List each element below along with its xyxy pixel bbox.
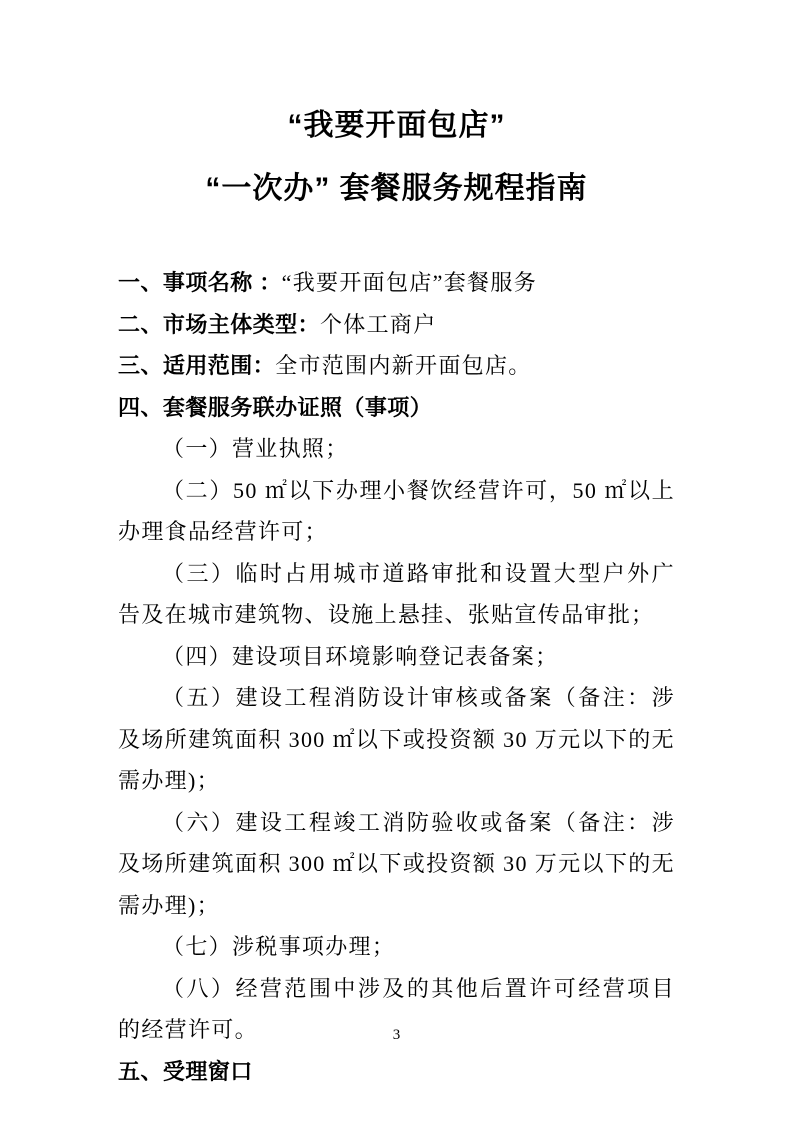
- section-heading-5: [118, 1051, 675, 1093]
- list-item-3: （三）临时占用城市道路审批和设置大型户外广告及在城市建筑物、设施上悬挂、张贴宣传品审批；: [118, 560, 675, 627]
- section-heading-1: [118, 262, 675, 304]
- document-body: [118, 262, 675, 1092]
- section-4-label: 四、套餐服务联办证照（事项）: [118, 394, 433, 420]
- title-line-1: “我要开面包店”: [287, 109, 506, 142]
- section-heading-4: [118, 387, 675, 429]
- section-1-label: 一、事项名称 ：: [118, 270, 282, 295]
- section-heading-3: [118, 345, 675, 387]
- section-1-value: “我要开面包店”套餐服务: [281, 270, 538, 295]
- section-3-value: 全市范围内新开面包店。: [275, 353, 532, 378]
- document-title: [0, 0, 793, 220]
- list-item-7: （七）涉税事项办理；: [162, 934, 396, 959]
- list-item-6: （六）建设工程竣工消防验收或备案（备注：涉及场所建筑面积 300 ㎡以下或投资额 30 万元以下的无需办理)；: [118, 809, 675, 918]
- list-item-8: （八）经营范围中涉及的其他后置许可经营项目的经营许可。: [118, 975, 675, 1042]
- section-5-label: 五、受理窗口: [118, 1058, 253, 1084]
- section-2-value: 个体工商户: [319, 311, 437, 337]
- section-heading-2: [118, 304, 675, 346]
- list-item-4: （四）建设项目环境影响登记表备案；: [162, 643, 559, 669]
- list-item-1: （一）营业执照；: [162, 436, 349, 461]
- section-2-label: 二、市场主体类型：: [118, 311, 320, 337]
- title-line-2: “一次办” 套餐服务规程指南: [205, 172, 588, 205]
- page-number: 3: [392, 1027, 401, 1043]
- list-item-2: （二）50 ㎡以下办理小餐饮经营许可，50 ㎡以上办理食品经营许可；: [118, 477, 675, 544]
- list-item-5: （五）建设工程消防设计审核或备案（备注：涉及场所建筑面积 300 ㎡以下或投资额 30 万元以下的无需办理)；: [118, 685, 675, 793]
- section-3-label: 三、适用范围：: [118, 353, 276, 378]
